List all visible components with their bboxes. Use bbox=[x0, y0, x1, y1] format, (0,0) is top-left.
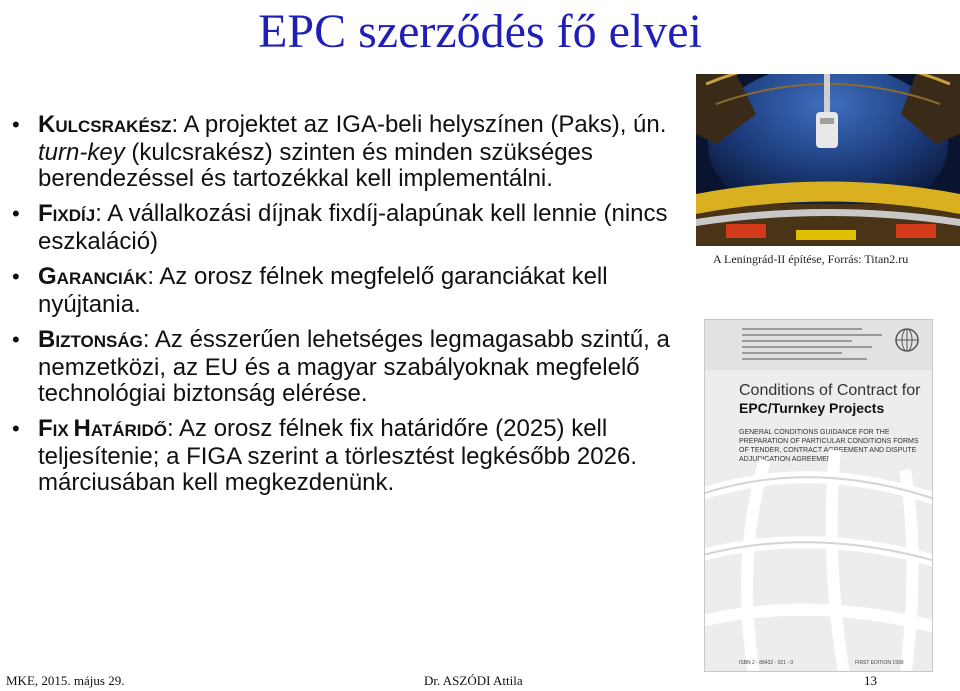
photo-caption: A Leningrád-II építése, Forrás: Titan2.ru bbox=[713, 252, 909, 266]
footer-date: MKE, 2015. május 29. bbox=[6, 673, 125, 688]
footer-page-number: 13 bbox=[864, 673, 877, 688]
reactor-dome-image bbox=[696, 74, 960, 246]
book-title-line1: Conditions of Contract for bbox=[739, 382, 921, 399]
bullet-dot-icon: • bbox=[12, 112, 20, 137]
bullet-dot-icon: • bbox=[12, 264, 20, 289]
footer-author: Dr. ASZÓDI Attila bbox=[424, 673, 523, 688]
bullet-list bbox=[12, 112, 692, 505]
bullet-dot-icon: • bbox=[12, 416, 20, 441]
book-subtitle: GENERAL CONDITIONS GUIDANCE FOR THE PREPARATION OF PARTICULAR CONDITIONS FORMS OF TENDER, CONTRACT AGREEMENT AND DISPUTE ADJUDICATION AGREEMENT bbox=[739, 429, 919, 463]
globe-grid-icon bbox=[705, 440, 933, 672]
bullet-garanciak: • GARANCIÁK: Az orosz félnek megfelelő garanciákat kell nyújtania. bbox=[12, 263, 608, 318]
book-title-line2: EPC/Turnkey Projects bbox=[739, 400, 885, 416]
cover-publisher-lines bbox=[742, 328, 892, 364]
bullet-fixdij: • FIXDÍJ: A vállalkozási díjnak fixdíj-alapúnak kell lennie (nincs eszkaláció) bbox=[12, 200, 668, 255]
bullet-biztonsag: • BIZTONSÁG: Az ésszerűen lehetséges legmagasabb szintű, a nemzetközi, az EU és a magyar szabályoknak megfelelő technológiai biztonság elérése. bbox=[12, 326, 670, 407]
bullet-dot-icon: • bbox=[12, 327, 20, 352]
fidic-logo-icon bbox=[895, 328, 919, 352]
bullet-kulcsrakesz: • KULCSRAKÉSZ: A projektet az IGA-beli helyszínen (Paks), ún. turn-key (kulcsrakész) szinten és minden szükséges berendezéssel és tartozékkal kell implementálni. bbox=[12, 111, 667, 192]
slide-title: EPC szerződés fő elvei bbox=[258, 5, 702, 58]
bullet-dot-icon: • bbox=[12, 201, 20, 226]
fidic-book-cover bbox=[704, 319, 933, 672]
book-edition: FIRST EDITION 1999 bbox=[855, 660, 904, 666]
bullet-fix-hatarido: • FIX HATÁRIDŐ: Az orosz félnek fix határidőre (2025) kell teljesítenie; a FIGA szerint a törlesztést legkésőbb 2026. márciusában kell megkezdenünk. bbox=[12, 415, 637, 496]
construction-photo bbox=[696, 74, 960, 246]
book-isbn: ISBN 2 - 88432 - 021 - 0 bbox=[739, 660, 794, 666]
